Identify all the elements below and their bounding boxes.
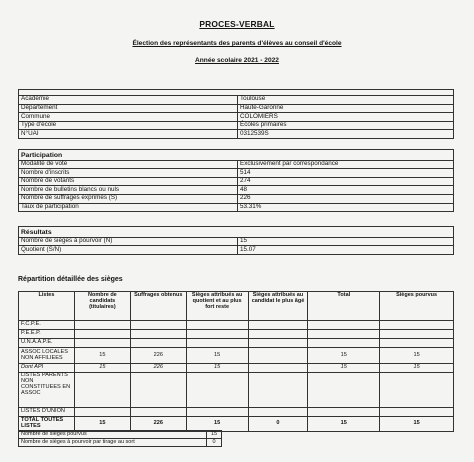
cell xyxy=(248,330,308,339)
column-header: Sièges pourvus xyxy=(380,292,454,321)
cell: 15 xyxy=(380,417,454,432)
table-row xyxy=(19,330,454,339)
cell xyxy=(74,408,130,417)
list-name: TOTAL TOUTES LISTES xyxy=(19,417,75,432)
cell xyxy=(308,373,380,408)
participation-value: 48 xyxy=(238,186,454,195)
participation-heading: Participation xyxy=(19,150,454,161)
results-value: 15 xyxy=(238,237,454,246)
column-header: Total xyxy=(308,292,380,321)
results-label: Quotient (S/N) xyxy=(19,246,238,255)
table-row xyxy=(19,169,454,178)
cell: 226 xyxy=(130,348,186,364)
participation-value: 53.31% xyxy=(238,203,454,212)
school-info-table xyxy=(18,89,454,139)
cell: 15 xyxy=(74,417,130,432)
cell xyxy=(380,408,454,417)
cell xyxy=(130,339,186,348)
cell xyxy=(74,330,130,339)
table-row xyxy=(19,348,454,364)
cell: 226 xyxy=(130,417,186,432)
results-label: Nombre de sièges à pourvoir (N) xyxy=(19,237,238,246)
summary-label: Nombre de sièges pourvus xyxy=(19,431,207,439)
cell xyxy=(186,330,248,339)
summary-label: Nombre de sièges à pourvoir par tirage au sort xyxy=(19,439,207,447)
repartition-title: Répartition détaillée des sièges xyxy=(18,276,123,283)
table-row xyxy=(19,431,222,439)
table-row xyxy=(19,321,454,330)
cell xyxy=(248,339,308,348)
table-row xyxy=(19,113,454,122)
cell xyxy=(186,339,248,348)
info-value: COLOMIERS xyxy=(238,113,454,122)
cell: 15 xyxy=(186,364,248,373)
participation-label: Nombre de votants xyxy=(19,177,238,186)
cell: 15 xyxy=(308,417,380,432)
cell: 15 xyxy=(186,417,248,432)
table-row xyxy=(19,339,454,348)
cell xyxy=(380,321,454,330)
table-row xyxy=(19,104,454,113)
list-name: LISTES PARENTS NON CONSTITUEES EN ASSOC xyxy=(19,373,75,408)
cell: 15 xyxy=(74,348,130,364)
summary-value: 0 xyxy=(207,439,222,447)
column-header: Suffrages obtenus xyxy=(130,292,186,321)
cell: 15 xyxy=(308,348,380,364)
page-title: PROCES-VERBAL xyxy=(199,19,275,29)
participation-label: Taux de participation xyxy=(19,203,238,212)
column-header: Listes xyxy=(19,292,75,321)
table-row xyxy=(19,203,454,212)
table-row xyxy=(19,237,454,246)
cell xyxy=(130,321,186,330)
cell xyxy=(248,348,308,364)
cell: 15 xyxy=(74,364,130,373)
info-label: Commune xyxy=(19,113,238,122)
list-name: F.C.P.E. xyxy=(19,321,75,330)
table-row xyxy=(19,160,454,169)
column-header: Nombre de candidats (titulaires) xyxy=(74,292,130,321)
list-name: ASSOC LOCALES NON AFFILIEES xyxy=(19,348,75,364)
cell xyxy=(308,321,380,330)
info-value: Écoles primaires xyxy=(238,121,454,130)
cell xyxy=(186,321,248,330)
cell xyxy=(74,321,130,330)
info-value: Haute-Garonne xyxy=(238,104,454,113)
results-heading: Résultats xyxy=(19,227,454,238)
participation-label: Modalité de vote xyxy=(19,160,238,169)
table-header-row xyxy=(19,292,454,321)
cell xyxy=(130,373,186,408)
participation-table xyxy=(18,149,454,212)
table-row xyxy=(19,186,454,195)
cell: 15 xyxy=(308,364,380,373)
page-subtitle: Élection des représentants des parents d'élèves au conseil d'école xyxy=(132,40,342,47)
info-value: Toulouse xyxy=(238,96,454,105)
cell: 15 xyxy=(186,348,248,364)
info-label: Département xyxy=(19,104,238,113)
info-value: 0312539S xyxy=(238,130,454,139)
cell xyxy=(248,408,308,417)
participation-value: 226 xyxy=(238,194,454,203)
cell: 15 xyxy=(380,364,454,373)
seat-distribution-table xyxy=(18,291,454,432)
cell xyxy=(380,373,454,408)
cell: 15 xyxy=(380,348,454,364)
participation-label: Nombre de suffrages exprimés (S) xyxy=(19,194,238,203)
table-row xyxy=(19,177,454,186)
results-value: 15.07 xyxy=(238,246,454,255)
table-row xyxy=(19,373,454,408)
info-label: Académie xyxy=(19,96,238,105)
participation-value: 514 xyxy=(238,169,454,178)
results-table xyxy=(18,226,454,255)
cell xyxy=(74,373,130,408)
summary-table xyxy=(18,430,222,447)
cell xyxy=(130,408,186,417)
cell xyxy=(248,364,308,373)
table-row xyxy=(19,130,454,139)
list-name: LISTES D'UNION xyxy=(19,408,75,417)
cell xyxy=(380,330,454,339)
table-row xyxy=(19,194,454,203)
school-year: Année scolaire 2021 - 2022 xyxy=(195,57,279,64)
cell xyxy=(248,373,308,408)
cell: 226 xyxy=(130,364,186,373)
table-row xyxy=(19,96,454,105)
participation-value: Exclusivement par correspondance xyxy=(238,160,454,169)
list-name: Dont API xyxy=(19,364,75,373)
table-row xyxy=(19,364,454,373)
cell xyxy=(308,408,380,417)
cell xyxy=(130,330,186,339)
column-header: Sièges attribués au candidat le plus âgé xyxy=(248,292,308,321)
table-row xyxy=(19,121,454,130)
info-label: N°UAI xyxy=(19,130,238,139)
cell xyxy=(248,321,308,330)
cell xyxy=(308,339,380,348)
table-row xyxy=(19,246,454,255)
column-header: Sièges attribués au quotient et au plus fort reste xyxy=(186,292,248,321)
participation-value: 274 xyxy=(238,177,454,186)
list-name: P.E.E.P. xyxy=(19,330,75,339)
cell xyxy=(74,339,130,348)
cell xyxy=(380,339,454,348)
summary-value: 15 xyxy=(207,431,222,439)
cell xyxy=(186,373,248,408)
participation-label: Nombre d'inscrits xyxy=(19,169,238,178)
cell xyxy=(308,330,380,339)
participation-label: Nombre de bulletins blancs ou nuls xyxy=(19,186,238,195)
table-row xyxy=(19,439,222,447)
table-row xyxy=(19,408,454,417)
list-name: U.N.A.A.P.E. xyxy=(19,339,75,348)
cell: 0 xyxy=(248,417,308,432)
info-label: Type d'école xyxy=(19,121,238,130)
cell xyxy=(186,408,248,417)
